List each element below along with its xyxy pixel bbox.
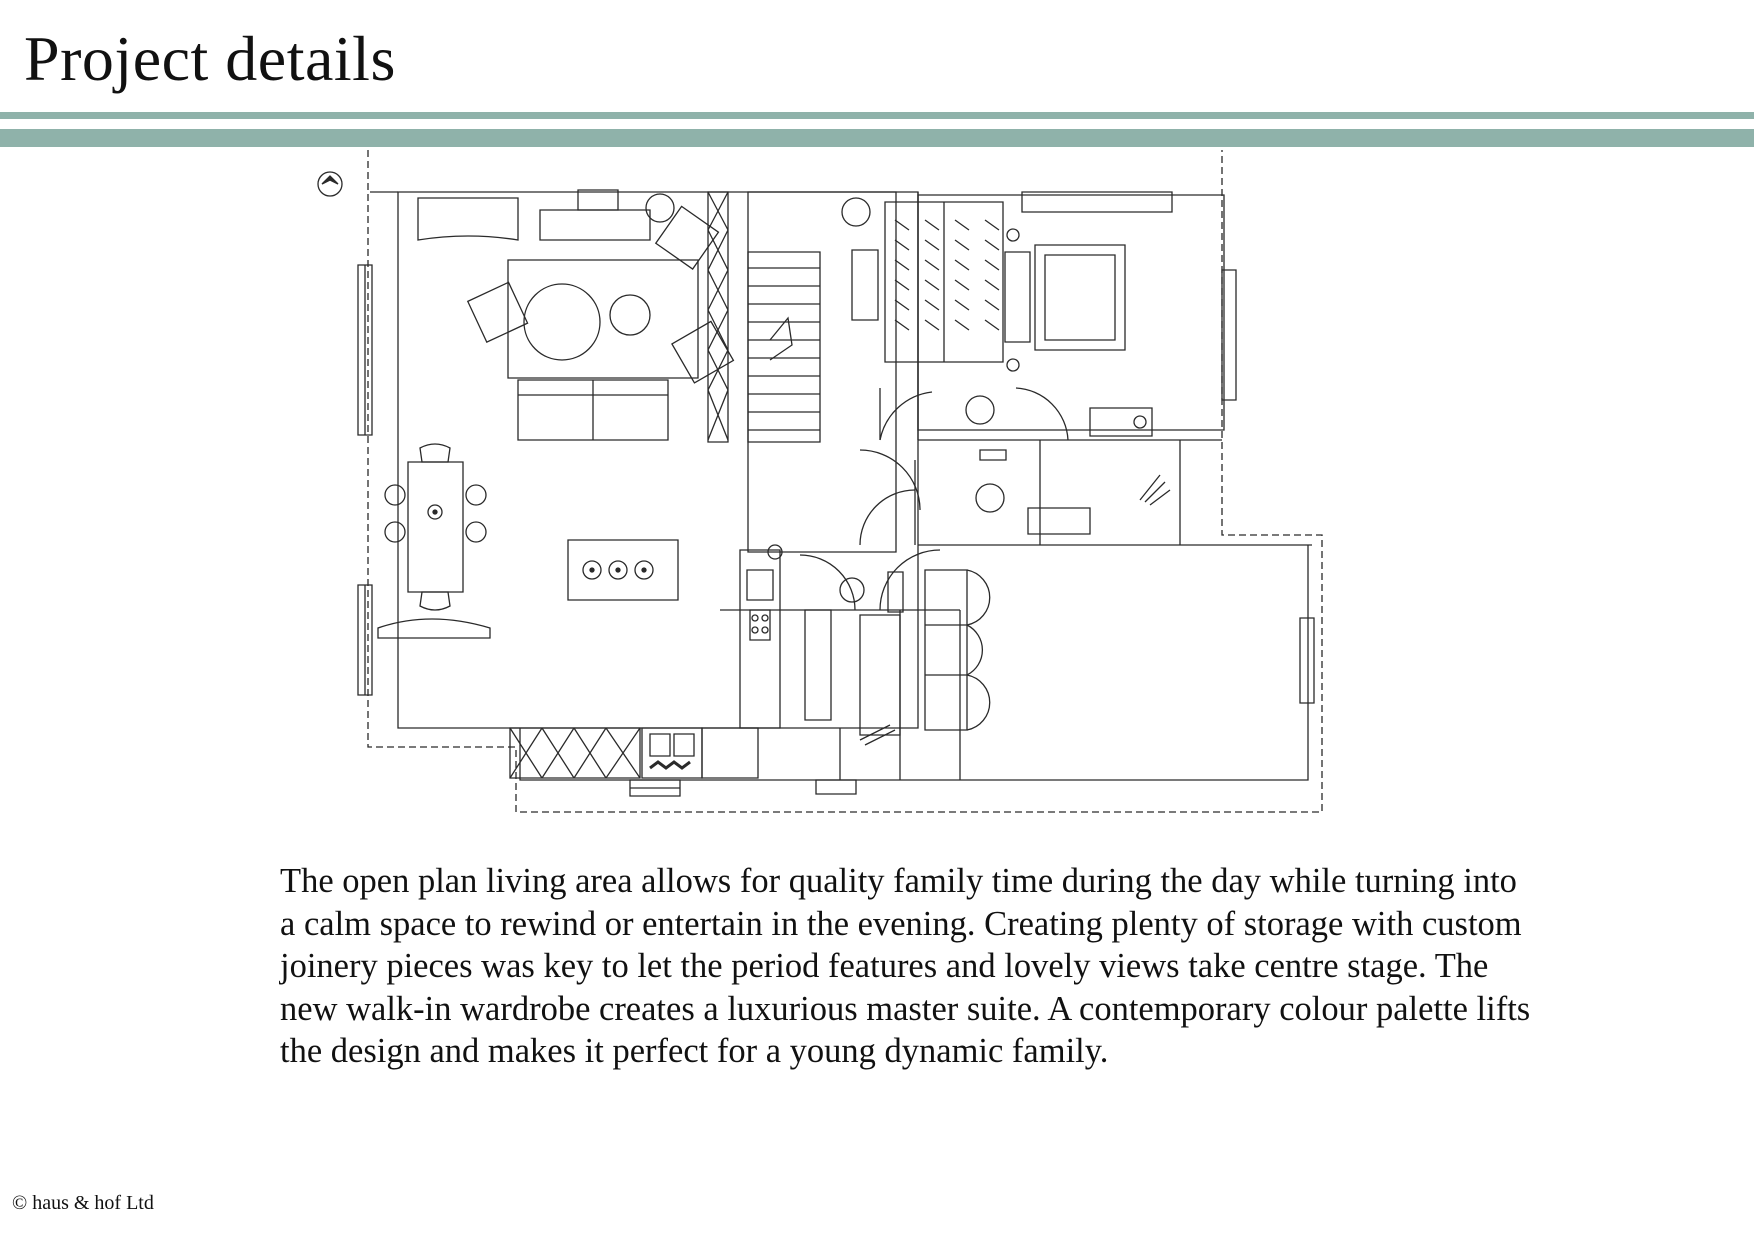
project-description: The open plan living area allows for quality family time during the day while turning into a calm space to rewind or entertain in the evening. Creating plenty of storage with custom joinery pieces was key to let the period features and lovely views take centre stage. The new walk-in wardrobe creates a luxurious master suite. A contemporary colour palette lifts the design and makes it perfect for a young dynamic family. xyxy=(280,862,1531,1070)
kitchen-units xyxy=(510,545,782,778)
floor-plan-drawing xyxy=(300,140,1400,820)
outer-wall xyxy=(368,150,1322,812)
walk-in-wardrobe xyxy=(885,202,1003,362)
window-right xyxy=(1222,270,1314,703)
bathroom xyxy=(976,450,1170,534)
staircase xyxy=(748,198,878,442)
living-rug xyxy=(508,260,698,378)
compass-north-icon xyxy=(318,172,342,196)
window-left-lower xyxy=(358,585,372,695)
sofa-bottom xyxy=(518,380,668,440)
page-title: Project details xyxy=(24,23,396,94)
boot-room-cupboards xyxy=(925,570,990,730)
interior-walls xyxy=(370,192,1312,780)
copyright-footer: © haus & hof Ltd xyxy=(12,1192,154,1214)
utility-room xyxy=(805,572,903,794)
header-rule-thin xyxy=(0,112,1754,119)
sofa-top xyxy=(418,190,650,240)
master-bed xyxy=(1005,192,1172,371)
kitchen-island xyxy=(568,540,678,600)
hall-doors xyxy=(800,450,940,610)
window-left-upper xyxy=(358,265,372,435)
bay-window xyxy=(630,780,680,796)
dining-table xyxy=(378,444,490,638)
joinery-unit xyxy=(708,192,728,442)
bedroom-doors xyxy=(880,388,1152,440)
